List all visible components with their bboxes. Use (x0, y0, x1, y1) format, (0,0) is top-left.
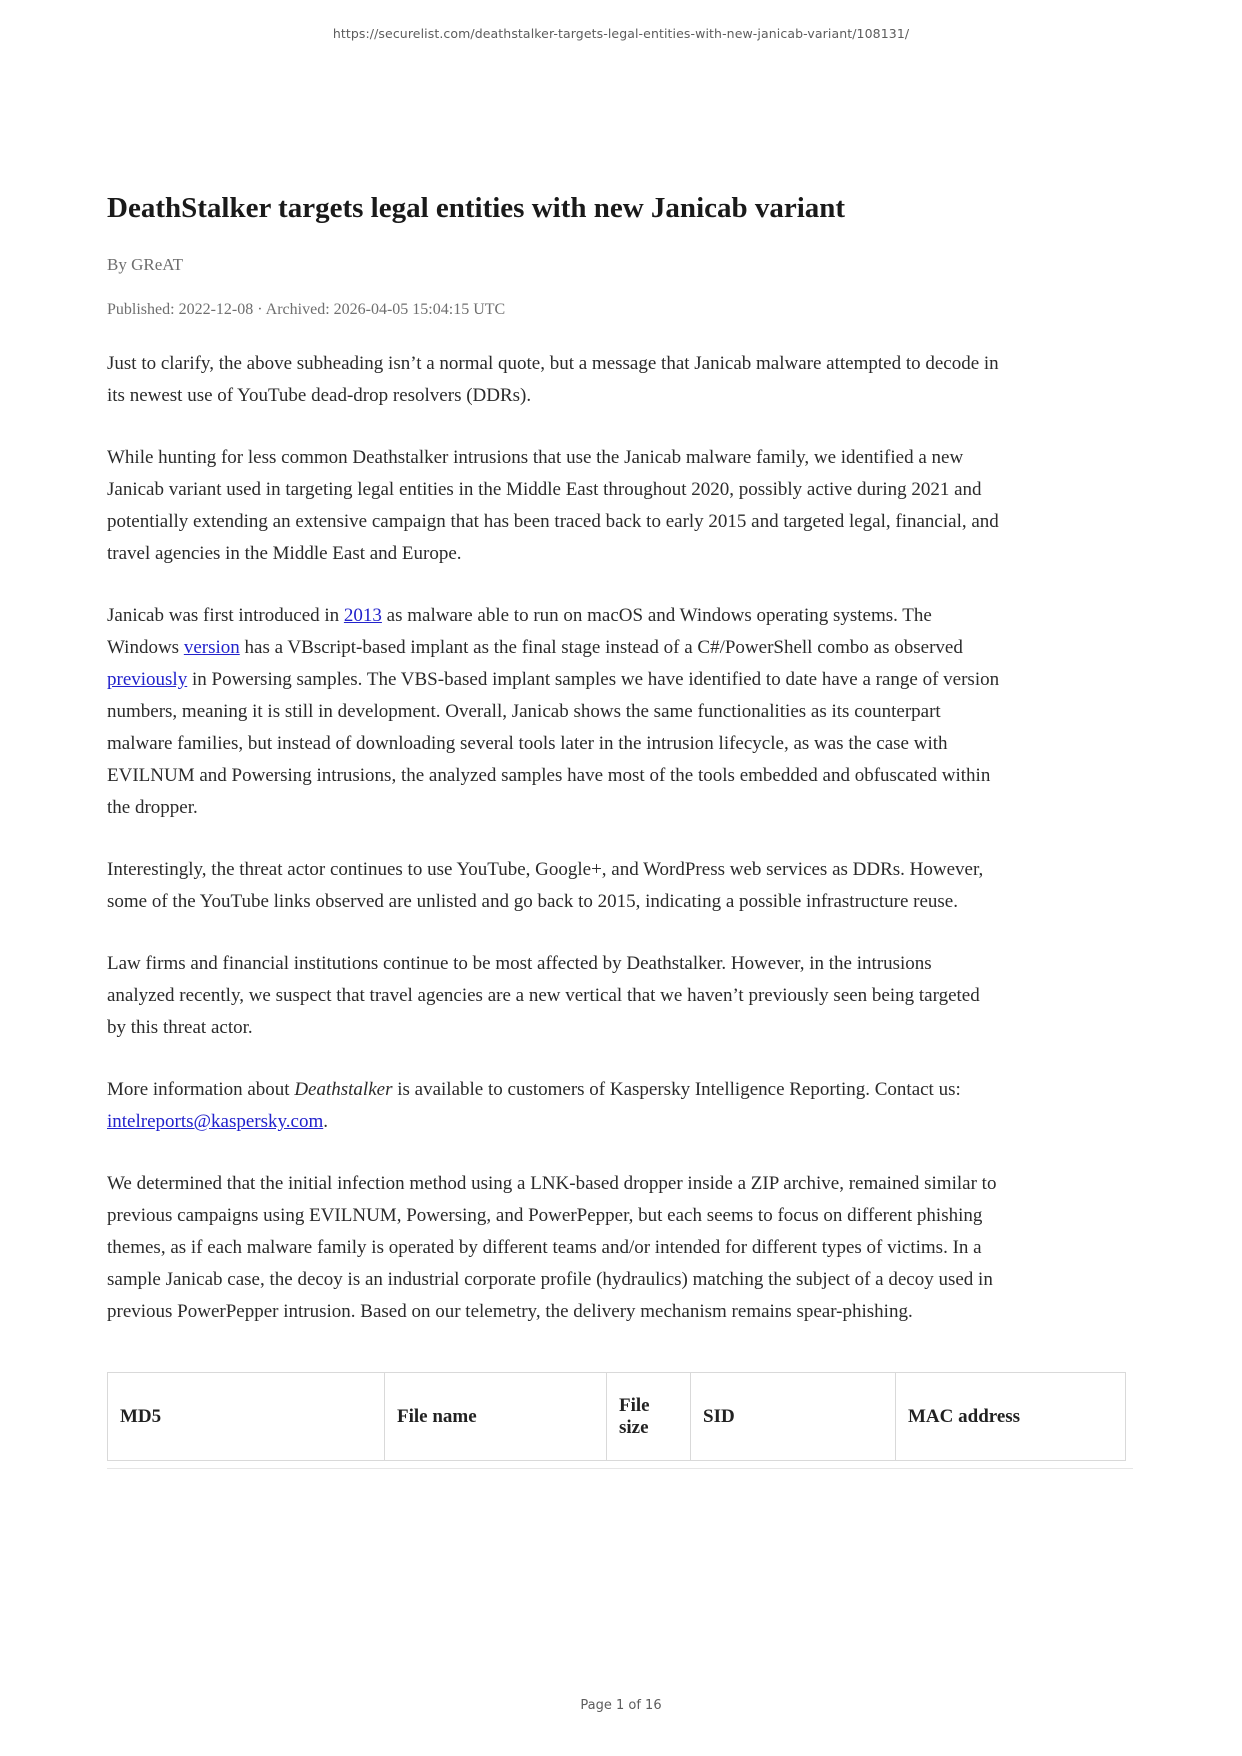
inline-link[interactable]: version (183, 637, 240, 658)
italic-text: Deathstalker (294, 1079, 393, 1100)
text-run: . (323, 1111, 328, 1132)
inline-link[interactable]: 2013 (343, 605, 382, 626)
inline-link[interactable]: intelreports@kaspersky.com (107, 1111, 324, 1132)
article-paragraph (107, 948, 1003, 1044)
article-paragraph (107, 1074, 1003, 1138)
page-break-artifact-line (107, 1468, 1133, 1469)
page-number-footer: Page 1 of 16 (580, 1698, 662, 1713)
text-run: in Powersing samples. The VBS-based implant samples we have identified to date have a range of version numbers, meaning it is still in development. Overall, Janicab shows the same functionalities as its counterpart malware families, but instead of downloading several tools later in the intrusion lifecycle, as was the case with EVILNUM and Powersing intrusions, the analyzed samples have most of the tools embedded and obfuscated within the dropper. (107, 669, 1000, 818)
text-run: is available to customers of Kaspersky Intelligence Reporting. Contact us: (392, 1079, 961, 1100)
ioc-table-header-file-name: File name (385, 1373, 607, 1461)
article-paragraph (107, 854, 1003, 918)
text-run: We determined that the initial infection method using a LNK-based dropper inside a ZIP archive, remained similar to previous campaigns using EVILNUM, Powersing, and PowerPepper, but each seems to focus on different phishing themes, as if each malware family is operated by different teams and/or intended for different types of victims. In a sample Janicab case, the decoy is an industrial corporate profile (hydraulics) matching the subject of a decoy used in previous PowerPepper intrusion. Based on our telemetry, the delivery mechanism remains spear-phishing. (107, 1173, 997, 1322)
article-body (107, 348, 1003, 1328)
article-byline: By GReAT (107, 255, 184, 274)
text-run: as malware able to run on macOS and Windows operating systems. The Windows (107, 605, 932, 658)
ioc-table-header-row (108, 1373, 1126, 1461)
text-run: Just to clarify, the above subheading isn’t a normal quote, but a message that Janicab malware attempted to decode in its newest use of YouTube dead-drop resolvers (DDRs). (107, 353, 999, 406)
text-run: Interestingly, the threat actor continues to use YouTube, Google+, and WordPress web services as DDRs. However, some of the YouTube links observed are unlisted and go back to 2015, indicating a possible infrastructure reuse. (107, 859, 984, 912)
text-run: Law firms and financial institutions continue to be most affected by Deathstalker. However, in the intrusions analyzed recently, we suspect that travel agencies are a new vertical that we haven’t previously seen being targeted by this threat actor. (107, 953, 980, 1038)
article-title: DeathStalker targets legal entities with new Janicab variant (107, 192, 846, 224)
article (107, 0, 1127, 1469)
article-published-line: Published: 2022-12-08 · Archived: 2026-04-05 15:04:15 UTC (107, 301, 506, 318)
article-paragraph (107, 442, 1003, 570)
ioc-table-header-file-size: File size (607, 1373, 691, 1461)
text-run: While hunting for less common Deathstalker intrusions that use the Janicab malware family, we identified a new Janicab variant used in targeting legal entities in the Middle East throughout 2020, possibly active during 2021 and potentially extending an extensive campaign that has been traced back to early 2015 and targeted legal, financial, and travel agencies in the Middle East and Europe. (107, 447, 999, 564)
inline-link[interactable]: previously (107, 669, 188, 690)
text-run: More information about (107, 1079, 295, 1100)
text-run: has a VBscript-based implant as the final stage instead of a C#/PowerShell combo as observed (239, 637, 963, 658)
print-url-header: https://securelist.com/deathstalker-targets-legal-entities-with-new-janicab-variant/108131/ (332, 26, 910, 41)
ioc-table-header-sid: SID (691, 1373, 896, 1461)
article-paragraph (107, 348, 1003, 412)
ioc-table-header-md5: MD5 (108, 1373, 385, 1461)
article-paragraph (107, 600, 1003, 824)
text-run: Janicab was first introduced in (107, 605, 344, 626)
ioc-table (107, 1372, 1126, 1461)
article-paragraph (107, 1168, 1003, 1328)
ioc-table-header-mac-address: MAC address (896, 1373, 1126, 1461)
